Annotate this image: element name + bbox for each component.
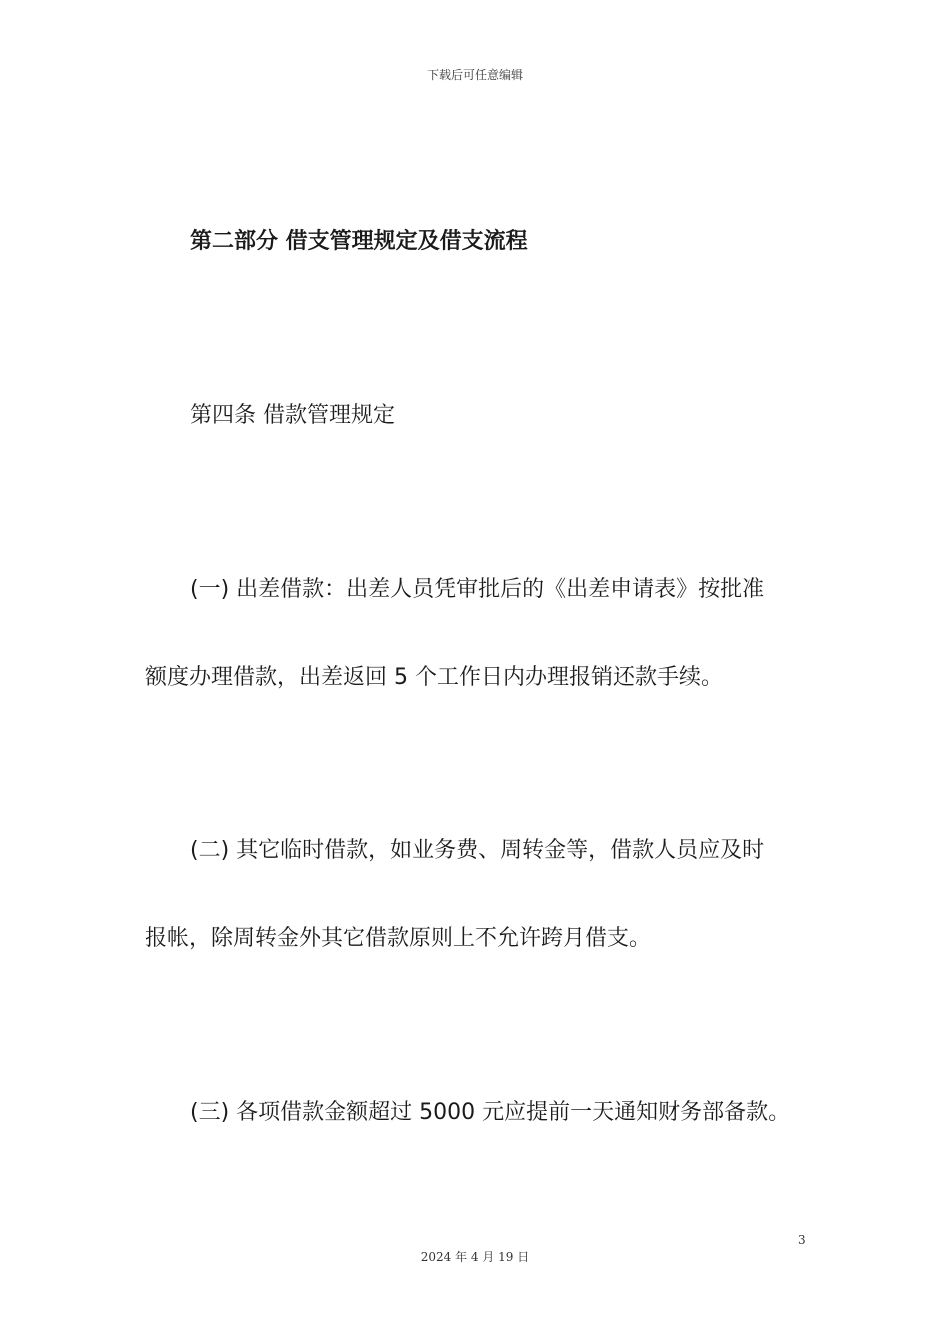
section-title: 第二部分 借支管理规定及借支流程	[190, 229, 528, 254]
item-2-line-2: 报帐，除周转金外其它借款原则上不允许跨月借支。	[145, 926, 652, 951]
item-1-line-2: 额度办理借款，出差返回 5 个工作日内办理报销还款手续。	[145, 665, 723, 690]
page-number: 3	[798, 1233, 806, 1247]
item-3-line-1: (三) 各项借款金额超过 5000 元应提前一天通知财务部备款。	[190, 1100, 791, 1125]
item-2-line-1: (二) 其它临时借款，如业务费、周转金等，借款人员应及时	[190, 838, 765, 863]
footer-date: 2024 年 4 月 19 日	[420, 1250, 530, 1264]
header-note: 下载后可任意编辑	[426, 68, 523, 82]
article-title: 第四条 借款管理规定	[190, 403, 395, 428]
item-1-line-1: (一) 出差借款：出差人员凭审批后的《出差申请表》按批准	[190, 577, 765, 602]
